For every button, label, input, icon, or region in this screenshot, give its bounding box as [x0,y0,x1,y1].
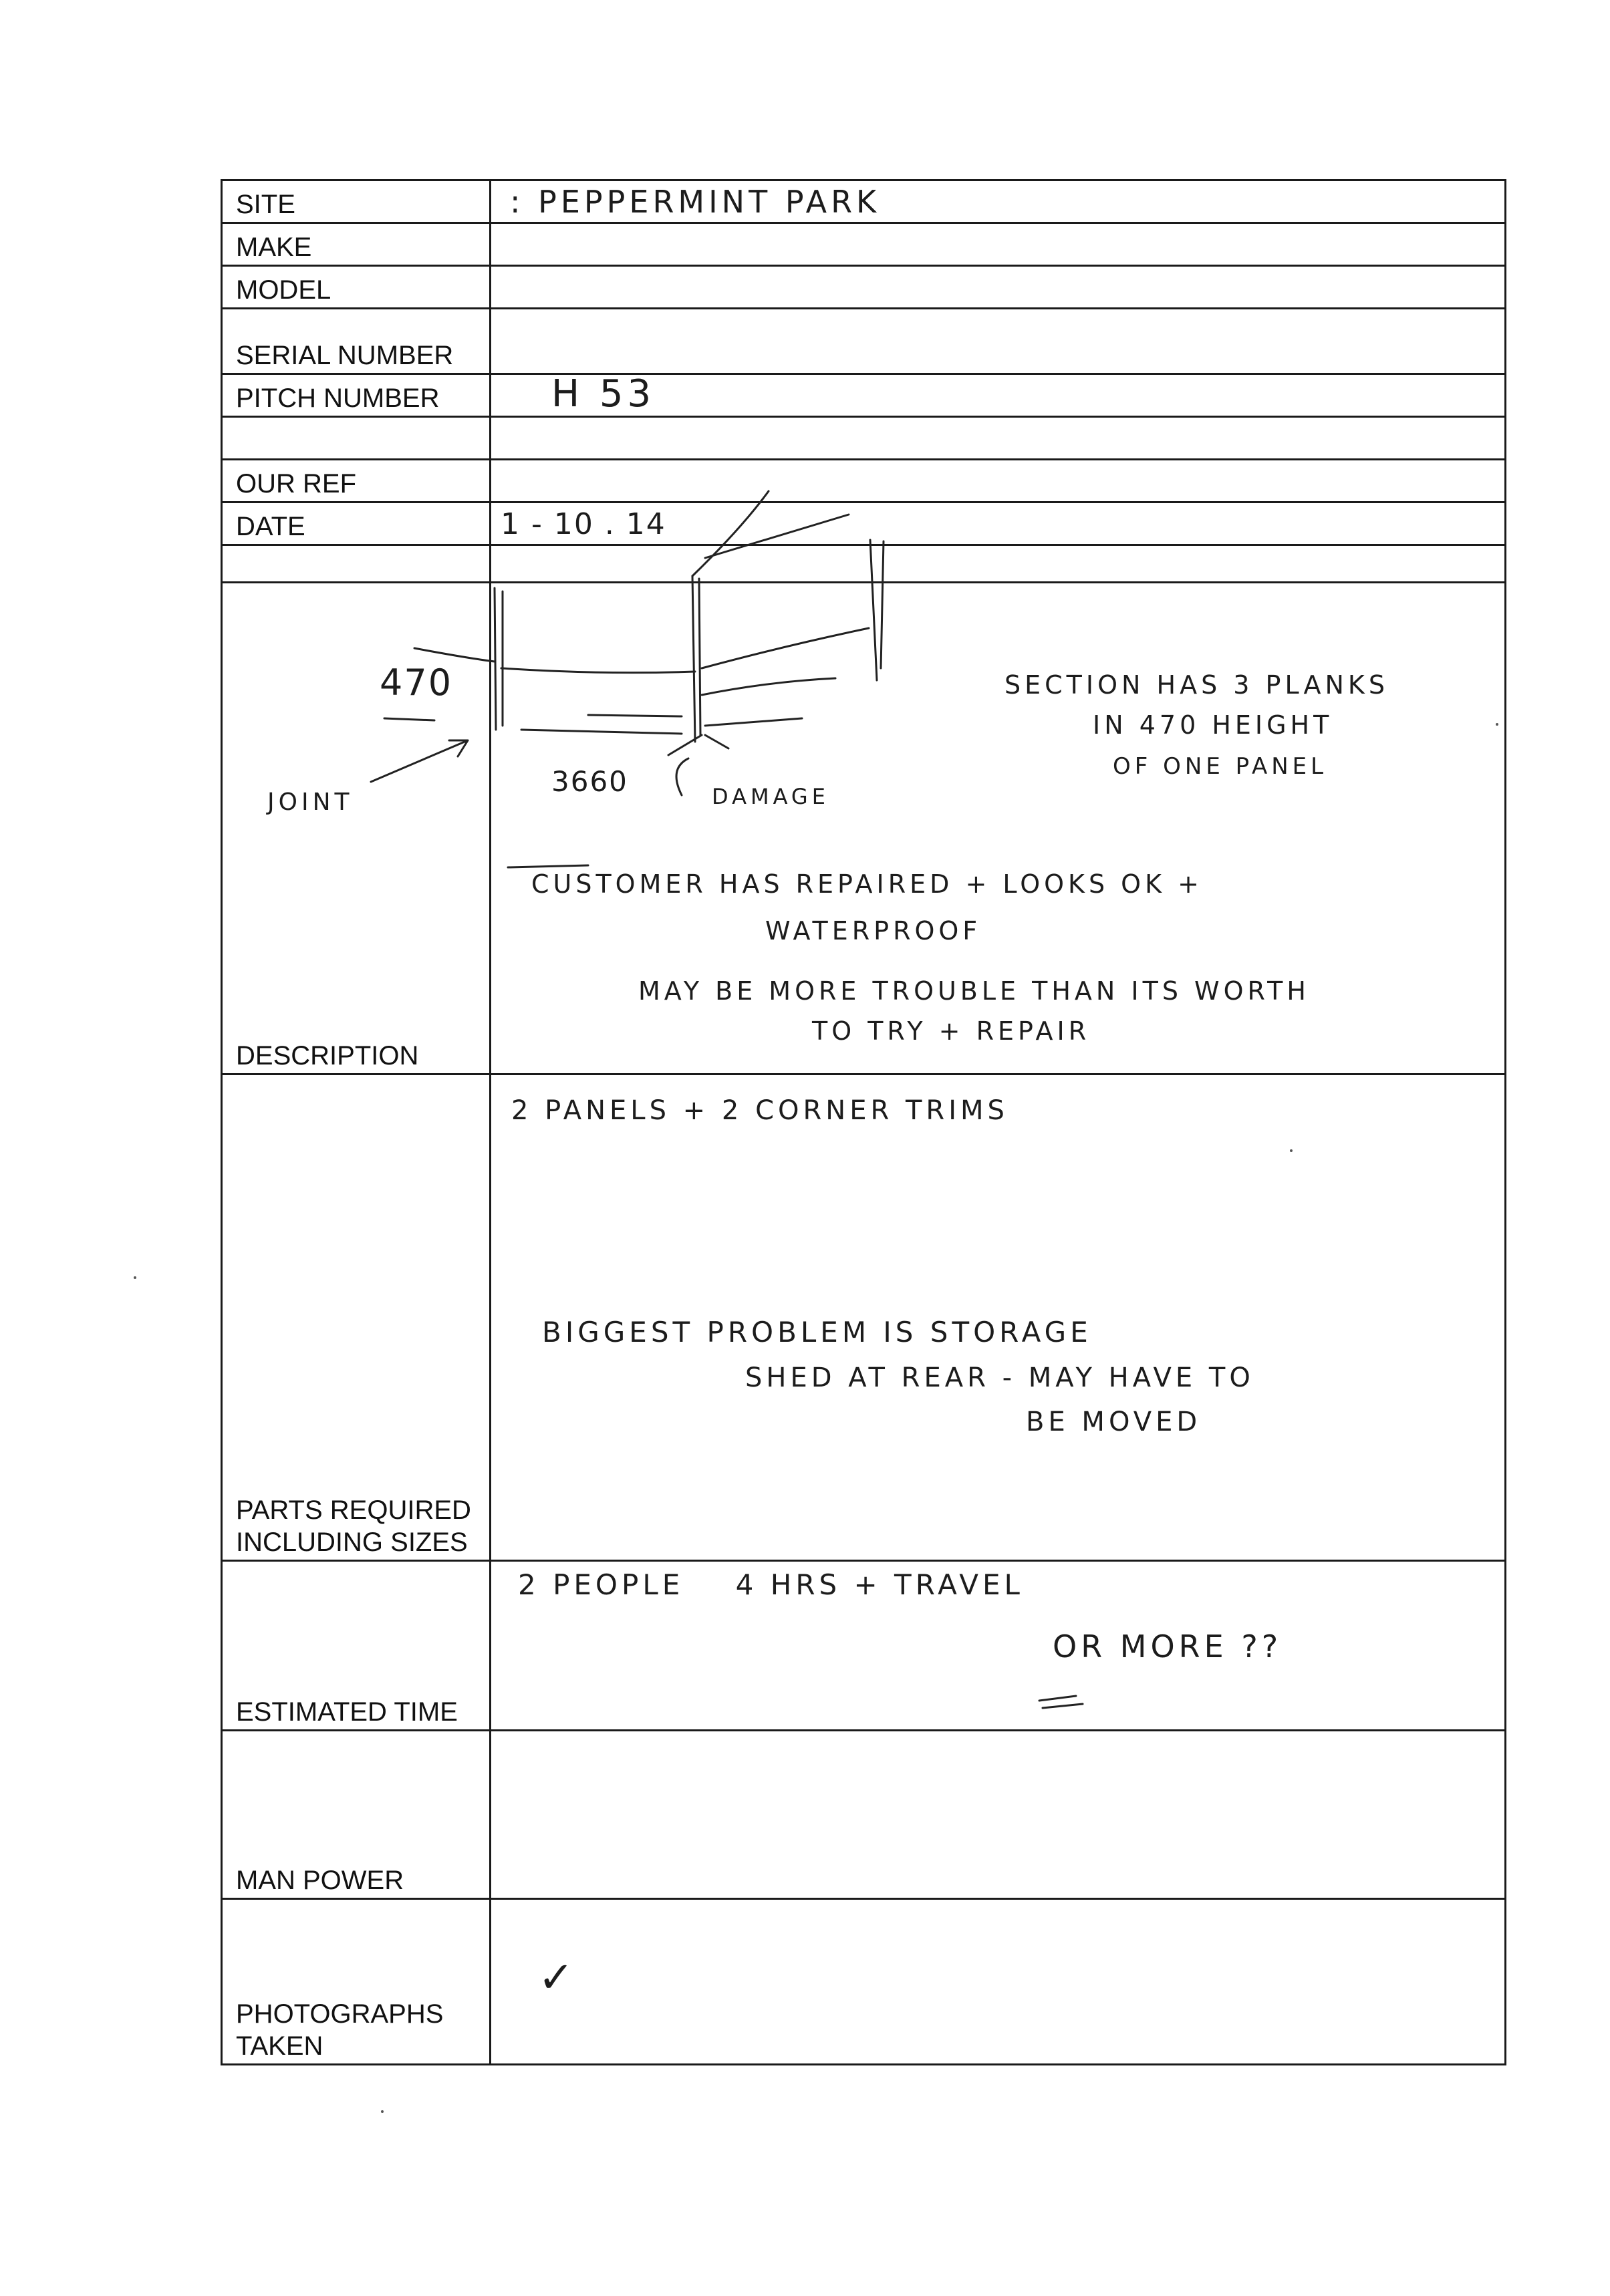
label-site: SITE [222,180,491,223]
label-man-power: MAN POWER [222,1731,491,1899]
parts-line-1: 2 PANELS + 2 CORNER TRIMS [511,1095,1009,1126]
damage-arrow [668,735,728,795]
label-pitch-number: PITCH NUMBER [222,374,491,417]
date-value: 1 - 10 . 14 [501,507,666,541]
joint-label: JOINT [267,788,354,816]
note-customer-line-3: MAY BE MORE TROUBLE THAN ITS WORTH [638,976,1310,1006]
speck [134,1276,136,1279]
sketch-upper-line [414,648,495,662]
label-make: MAKE [222,223,491,266]
photographs-checkmark: ✓ [538,1953,578,2003]
sketch-plank-2 [702,678,835,695]
note-customer-line-1: CUSTOMER HAS REPAIRED + LOOKS OK + [531,869,1203,899]
sketch-plank-3 [521,715,802,734]
speck [381,2110,384,2113]
note-customer-line-4: TO TRY + REPAIR [812,1016,1091,1046]
speck [1496,723,1498,726]
sketch-top-left [692,491,769,576]
damage-label: DAMAGE [712,784,829,809]
underline-or [1039,1696,1083,1708]
label-description: DESCRIPTION [222,583,491,1074]
sketch-dash [384,718,434,720]
width-label: 3660 [551,765,628,798]
label-parts: PARTS REQUIRED INCLUDING SIZES [222,1074,491,1561]
note-customer-line-2: WATERPROOF [765,916,982,946]
customer-dash [508,865,588,867]
sketch-divider [692,576,700,742]
estimated-time-line-2: OR MORE ?? [1053,1628,1283,1665]
label-our-ref: OUR REF [222,460,491,503]
note-section-line-3: OF ONE PANEL [1113,753,1328,780]
sketch-right-edge [870,540,884,680]
sketch-plank-1 [501,628,869,673]
sketch-left-edge [495,588,503,730]
height-label: 470 [380,662,453,704]
site-value: : PEPPERMINT PARK [510,184,881,220]
parts-problem-line-1: BIGGEST PROBLEM IS STORAGE [542,1316,1092,1348]
parts-problem-line-3: BE MOVED [1026,1407,1202,1437]
label-model: MODEL [222,266,491,309]
label-estimated-time: ESTIMATED TIME [222,1561,491,1731]
note-section-line-1: SECTION HAS 3 PLANKS [1004,670,1389,700]
joint-arrow [371,740,468,782]
pitch-number-value: H 53 [551,372,656,416]
estimated-time-line-1: 2 PEOPLE 4 HRS + TRAVEL [518,1568,1024,1601]
parts-problem-line-2: SHED AT REAR - MAY HAVE TO [745,1362,1254,1393]
note-section-line-2: IN 470 HEIGHT [1093,710,1333,740]
label-photographs: PHOTOGRAPHS TAKEN [222,1899,491,2065]
label-date: DATE [222,503,491,545]
label-serial-number: SERIAL NUMBER [222,309,491,374]
sketch-top-right [705,515,849,558]
speck [1290,1149,1293,1152]
